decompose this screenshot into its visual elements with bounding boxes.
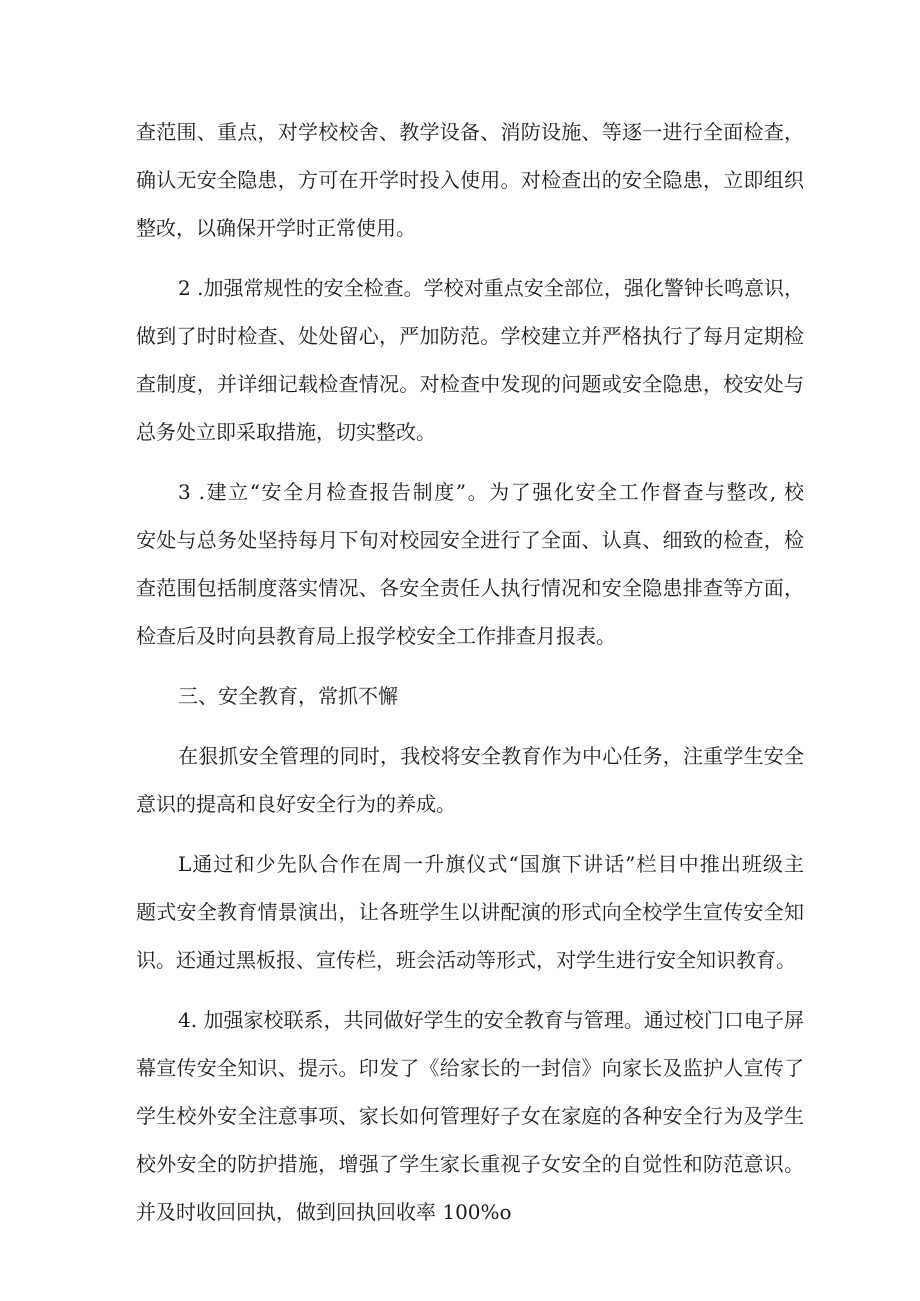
text-line: 识。还通过黑板报、宣传栏，班会活动等形式，对学生进行安全知识教育。	[136, 948, 796, 972]
text-line: 幕宣传安全知识、提示。印发了《给家长的一封信》向家长及监护人宣传了	[136, 1056, 804, 1080]
text-line: 做到了时时检查、处处留心，严加防范。学校建立并严格执行了每月定期检	[136, 324, 804, 348]
text-line: 并及时收回回执，做到回执回收率 100%o	[136, 1200, 512, 1224]
text-line: 查范围、重点，对学校校舍、教学设备、消防设施、等逐一进行全面检查，	[136, 120, 804, 144]
paragraph-item-4	[136, 996, 804, 1236]
text-line: 查范围包括制度落实情况、各安全责任人执行情况和安全隐患排查等方面，	[136, 576, 804, 600]
text-line: 在狠抓安全管理的同时，我校将安全教育作为中心任务，注重学生安全	[178, 744, 804, 768]
text-line: 学生校外安全注意事项、家长如何管理好子女在家庭的各种安全行为及学生	[136, 1104, 804, 1128]
text-line: 安处与总务处坚持每月下旬对校园安全进行了全面、认真、细致的检查，检	[136, 528, 804, 552]
text-line: 检查后及时向县教育局上报学校安全工作排查月报表。	[136, 624, 616, 648]
paragraph-inspection-continued	[136, 108, 804, 252]
text-line: 4. 加强家校联系，共同做好学生的安全教育与管理。通过校门口电子屏	[178, 1008, 804, 1032]
text-line: 整改，以确保开学时正常使用。	[136, 216, 416, 240]
text-line: 校外安全的防护措施，增强了学生家长重视子女安全的自觉性和防范意识。	[136, 1152, 804, 1176]
section-heading-safety-education	[136, 672, 804, 720]
document-body	[136, 108, 804, 1248]
text-line: 3 .建立“安全月检查报告制度”。为了强化安全工作督查与整改, 校	[178, 480, 804, 504]
paragraph-education-intro	[136, 732, 804, 828]
paragraph-item-1	[136, 840, 804, 984]
paragraph-item-3	[136, 468, 804, 660]
text-line: 查制度，并详细记载检查情况。对检查中发现的问题或安全隐患，校安处与	[136, 372, 804, 396]
text-line: 题式安全教育情景演出，让各班学生以讲配演的形式向全校学生宣传安全知	[136, 900, 804, 924]
text-line: 确认无安全隐患，方可在开学时投入使用。对检查出的安全隐患，立即组织	[136, 168, 804, 192]
text-line: L通过和少先队合作在周一升旗仪式“国旗下讲话”栏目中推出班级主	[178, 852, 804, 876]
paragraph-item-2	[136, 264, 804, 456]
text-line: 2 .加强常规性的安全检查。学校对重点安全部位，强化警钟长鸣意识，	[178, 276, 804, 300]
text-line: 总务处立即采取措施，切实整改。	[136, 420, 436, 444]
section-heading: 三、安全教育，常抓不懈	[178, 684, 398, 708]
text-line: 意识的提高和良好安全行为的养成。	[136, 792, 456, 816]
